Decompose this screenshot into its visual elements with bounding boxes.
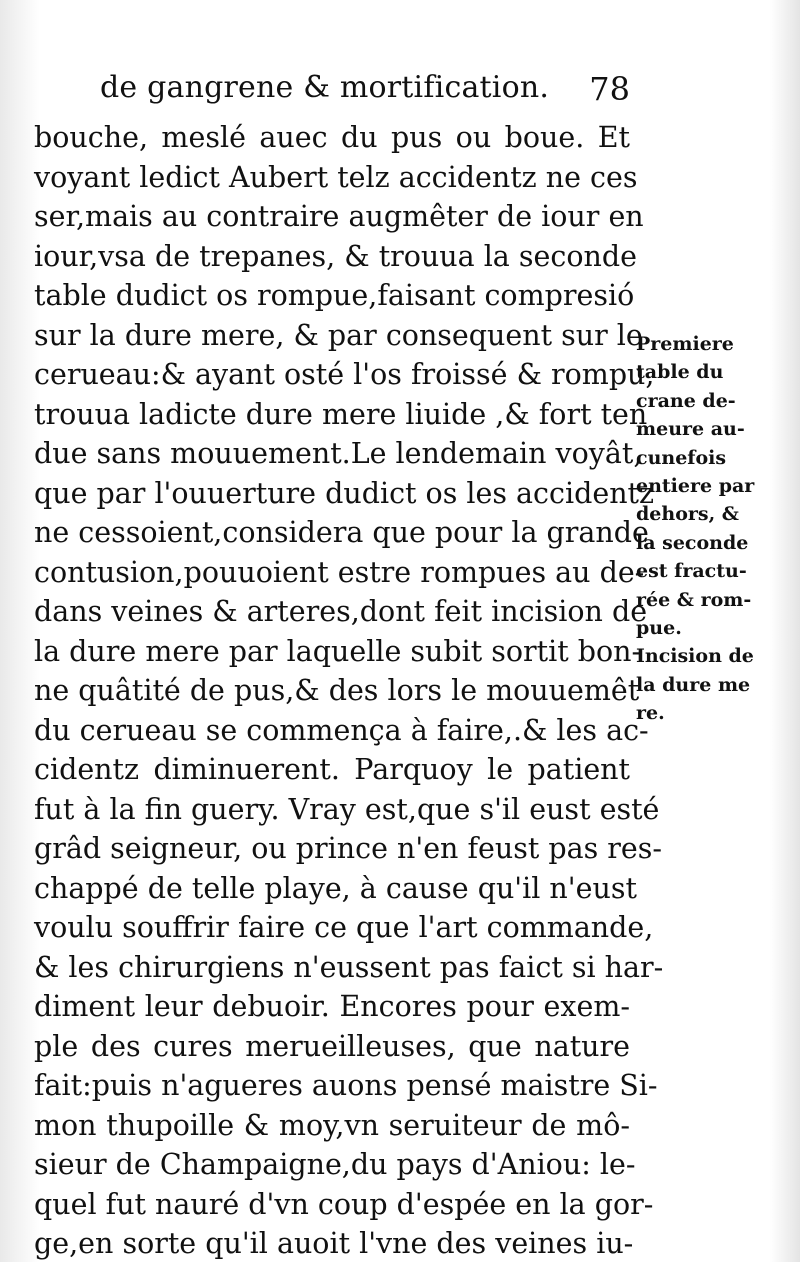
text-line: chappé de telle playe, à cause qu'il n'eust [34, 871, 637, 905]
text-line: dans veines & arteres,dont feit incision de [34, 595, 648, 628]
text-line: iour,vsa de trepanes, & trouua la seconde [34, 239, 637, 273]
margin-note-line: la seconde [636, 531, 749, 554]
margin-note-line: table du [636, 361, 724, 384]
margin-note-line: meure au- [636, 418, 745, 441]
margin-note-line: entiere par [636, 474, 755, 497]
text-line: due sans mouuement.Le lendemain voyât, [34, 437, 643, 470]
margin-note-line: est fractu- [636, 560, 747, 583]
text-line: fait:puis n'agueres auons pensé maistre Si- [34, 1069, 658, 1102]
text-line: table dudict os rompue,faisant compresió [34, 279, 635, 312]
running-header [100, 70, 630, 114]
text-line: quel fut nauré d'vn coup d'espée en la gor- [34, 1187, 654, 1221]
text-line: sur la dure mere, & par consequent sur le [34, 318, 643, 352]
text-line: ple des cures merueilleuses, que nature [34, 1029, 630, 1063]
page-number: 78 [589, 70, 630, 108]
text-line: ne cessoient,considera que pour la grande [34, 516, 649, 549]
text-line: ser,mais au contraire augmêter de iour en [34, 200, 644, 233]
margin-note-line: dehors, & [636, 503, 739, 526]
text-line: que par l'ouuerture dudict os les accidentz [34, 476, 655, 510]
margin-note-line: re. [636, 702, 665, 725]
text-line: sieur de Champaigne,du pays d'Aniou: le- [34, 1148, 636, 1181]
text-line: contusion,pouuoient estre rompues au de- [34, 555, 645, 589]
margin-note-line: pue. [636, 616, 682, 639]
margin-note-line: rée & rom- [636, 588, 752, 611]
margin-note-line: Incision de [636, 645, 754, 668]
margin-note-line: Premiere [636, 333, 734, 355]
text-line: ne quâtité de pus,& des lors le mouuemêt [34, 674, 640, 707]
text-line: du cerueau se commença à faire,.& les ac- [34, 713, 649, 747]
body-text [34, 118, 664, 1264]
text-line: bouche, meslé auec du pus ou boue. Et [34, 121, 630, 154]
margin-notes [636, 330, 796, 727]
text-line: diment leur debuoir. Encores pour exem- [34, 990, 630, 1023]
text-line: fut à la fin guery. Vray est,que s'il eust esté [34, 792, 660, 826]
text-line: voulu souffrir faire ce que l'art commande, [34, 911, 654, 944]
text-line: trouua ladicte dure mere liuide ,& fort ten [34, 397, 648, 431]
text-line: ge,en sorte qu'il auoit l'vne des veines iu- [34, 1227, 634, 1260]
margin-note-line: la dure me [636, 673, 751, 696]
text-line: la dure mere par laquelle subit sortit bon- [34, 634, 642, 668]
show-through-texture [640, 120, 800, 270]
text-line: mon thupoille & moy,vn seruiteur de mô- [34, 1108, 630, 1142]
text-line: grâd seigneur, ou prince n'en feust pas res- [34, 832, 663, 865]
margin-note-line: cunefois [636, 446, 727, 469]
running-title: de gangrene & mortification. [100, 70, 550, 105]
text-line: cidentz diminuerent. Parquoy le patient [34, 753, 630, 786]
margin-note-line: crane de- [636, 389, 736, 412]
text-line: cerueau:& ayant osté l'os froissé & rompu, [34, 358, 655, 391]
text-line: voyant ledict Aubert telz accidentz ne ces [34, 160, 638, 194]
text-line: & les chirurgiens n'eussent pas faict si har- [34, 950, 664, 984]
